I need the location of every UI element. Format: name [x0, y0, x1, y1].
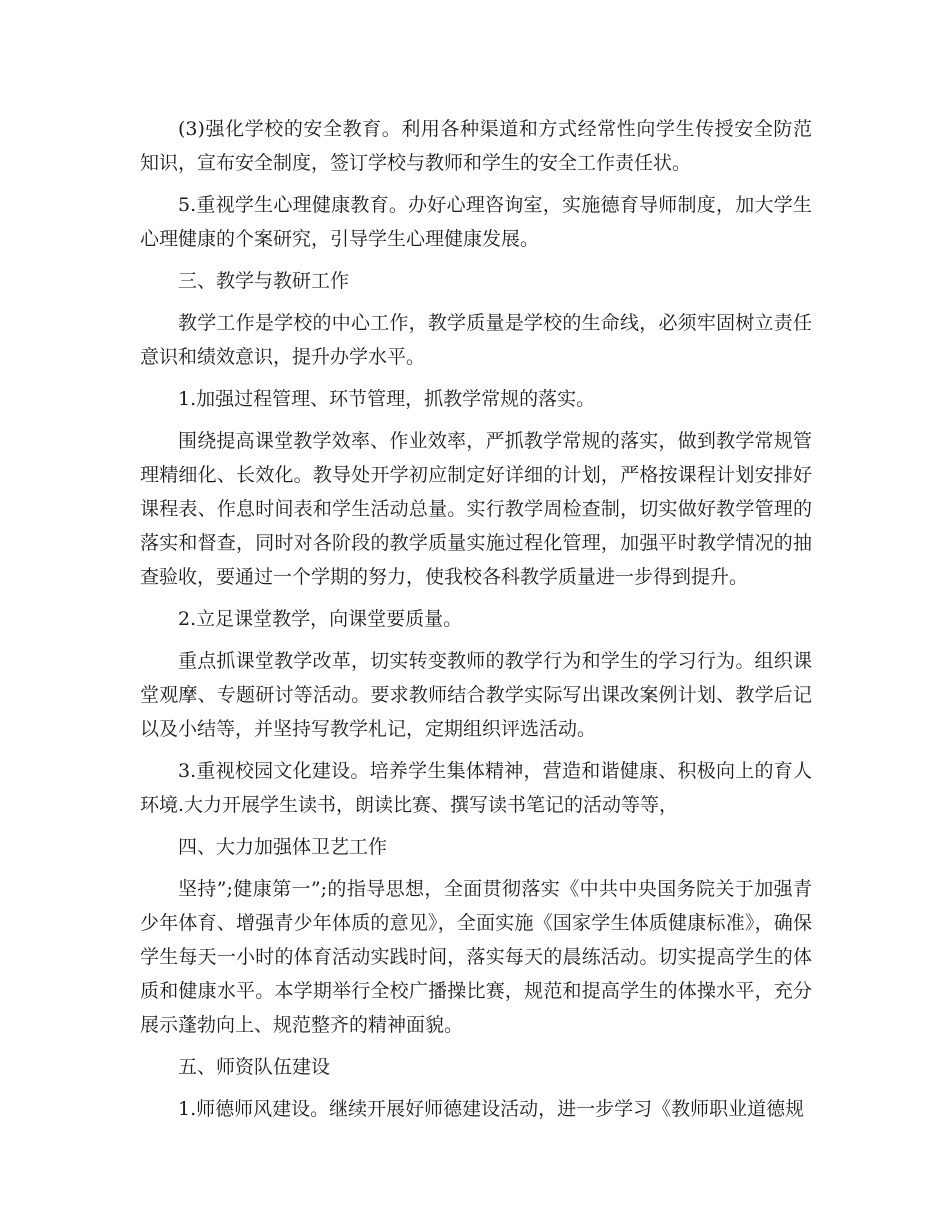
paragraph-health-first: 坚持”;健康第一”;的指导思想，全面贯彻落实《中共中央国务院关于加强青少年体育、增强青少年体质的意见》，全面实施《国家学生体质健康标准》，确保学生每天一小时的体育活动实践时间，落实每天的晨练活动。切实提高学生的体质和健康水平。本学期举行全校广播操比赛，规范和提高学生的体操水平，充分展示蓬勃向上、规范整齐的精神面貌。 [140, 878, 812, 1036]
section-heading-teacher-team: 五、师资队伍建设 [178, 1056, 331, 1078]
document-body [140, 112, 812, 1134]
paragraph-campus-culture: 3.重视校园文化建设。培养学生集体精神，营造和谐健康、积极向上的育人环境.大力开展学生读书，朗读比赛、撰写读书笔记的活动等等， [140, 760, 812, 816]
paragraph-teacher-ethics: 1.师德师风建设。继续开展好师德建设活动，进一步学习《教师职业道德规 [178, 1098, 805, 1120]
paragraph-safety-education: (3)强化学校的安全教育。利用各种渠道和方式经常性向学生传授安全防范知识，宣布安全制度，签订学校与教师和学生的安全工作责任状。 [140, 118, 812, 174]
paragraph-classroom-reform: 重点抓课堂教学改革，切实转变教师的教学行为和学生的学习行为。组织课堂观摩、专题研讨等活动。要求教师结合教学实际写出课改案例计划、教学后记以及小结等，并坚持写教学札记，定期组织评选活动。 [140, 650, 812, 740]
section-heading-sports-health-arts: 四、大力加强体卫艺工作 [178, 836, 388, 858]
subheading-process-management: 1.加强过程管理、环节管理，抓教学常规的落实。 [178, 388, 596, 410]
paragraph-mental-health: 5.重视学生心理健康教育。办好心理咨询室，实施德育导师制度，加大学生心理健康的个案研究，引导学生心理健康发展。 [140, 194, 812, 250]
subheading-classroom-teaching: 2.立足课堂教学，向课堂要质量。 [178, 608, 463, 630]
paragraph-teaching-routine: 围绕提高课堂教学效率、作业效率，严抓教学常规的落实，做到教学常规管理精细化、长效化。教导处开学初应制定好详细的计划，严格按课程计划安排好课程表、作息时间表和学生活动总量。实行教学周检查制，切实做好教学管理的落实和督查，同时对各阶段的教学质量实施过程化管理，加强平时教学情况的抽查验收，要通过一个学期的努力，使我校各科教学质量进一步得到提升。 [140, 430, 812, 588]
section-heading-teaching-research: 三、教学与教研工作 [178, 270, 350, 292]
paragraph-teaching-center: 教学工作是学校的中心工作，教学质量是学校的生命线，必须牢固树立责任意识和绩效意识，提升办学水平。 [140, 312, 812, 368]
